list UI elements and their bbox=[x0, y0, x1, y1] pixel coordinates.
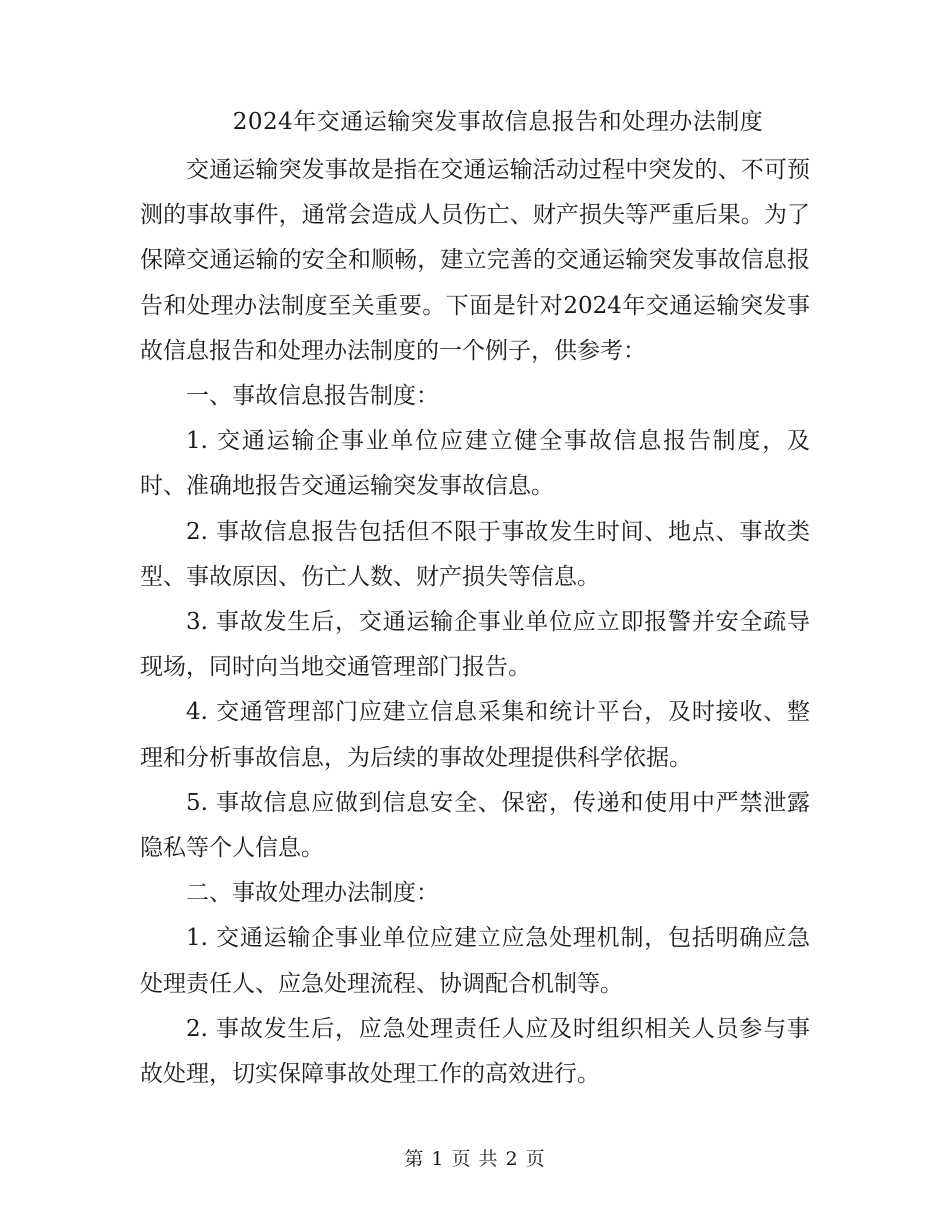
intro-paragraph: 交通运输突发事故是指在交通运输活动过程中突发的、不可预测的事故事件，通常会造成人员伤亡、财产损失等严重后果。为了保障交通运输的安全和顺畅，建立完善的交通运输突发事故信息报告和处理办法制度至关重要。下面是针对2024年交通运输突发事故信息报告和处理办法制度的一个例子，供参考： bbox=[140, 157, 810, 364]
section-heading-report: 一、事故信息报告制度： bbox=[186, 383, 439, 410]
document-body bbox=[140, 148, 810, 1097]
handling-item-1: 1. 交通运输企事业单位应建立应急处理机制，包括明确应急处理责任人、应急处理流程、协调配合机制等。 bbox=[140, 925, 810, 997]
report-item-2: 2. 事故信息报告包括但不限于事故发生时间、地点、事故类型、事故原因、伤亡人数、财产损失等信息。 bbox=[140, 518, 810, 590]
section-heading-handling: 二、事故处理办法制度： bbox=[186, 880, 439, 907]
report-item-4: 4. 交通管理部门应建立信息采集和统计平台，及时接收、整理和分析事故信息，为后续的事故处理提供科学依据。 bbox=[140, 699, 810, 771]
report-item-3: 3. 事故发生后，交通运输企事业单位应立即报警并安全疏导现场，同时向当地交通管理部门报告。 bbox=[140, 609, 810, 681]
document-title: 2024年交通运输突发事故信息报告和处理办法制度 bbox=[232, 109, 764, 135]
report-item-1: 1. 交通运输企事业单位应建立健全事故信息报告制度，及时、准确地报告交通运输突发事故信息。 bbox=[140, 428, 810, 500]
handling-item-2: 2. 事故发生后，应急处理责任人应及时组织相关人员参与事故处理，切实保障事故处理工作的高效进行。 bbox=[140, 1015, 810, 1088]
page-footer: 第 1 页 共 2 页 bbox=[404, 1148, 546, 1170]
report-item-5: 5. 事故信息应做到信息安全、保密，传递和使用中严禁泄露隐私等个人信息。 bbox=[140, 789, 810, 862]
